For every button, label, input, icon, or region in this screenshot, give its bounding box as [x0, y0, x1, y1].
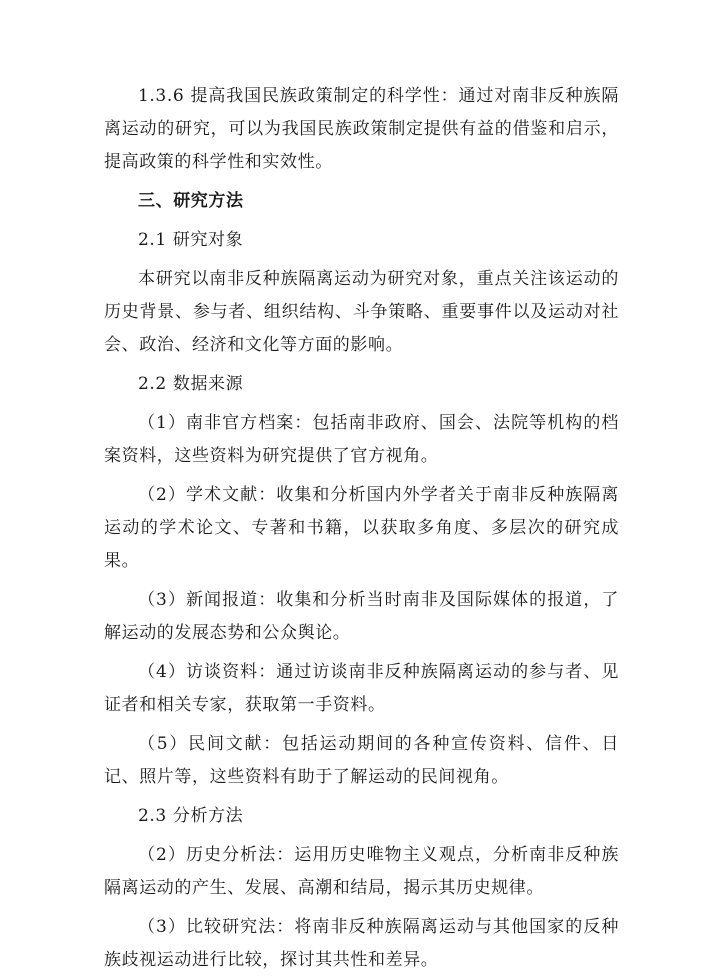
data-source-item-3: （3）新闻报道：收集和分析当时南非及国际媒体的报道，了解运动的发展态势和公众舆论。	[104, 590, 619, 643]
data-source-item-1: （1）南非官方档案：包括南非政府、国会、法院等机构的档案资料，这些资料为研究提供了官方视角。	[104, 413, 619, 466]
data-source-item-5: （5）民间文献：包括运动期间的各种宣传资料、信件、日记、照片等，这些资料有助于了解运动的民间视角。	[104, 734, 619, 787]
paragraph-research-object: 本研究以南非反种族隔离运动为研究对象，重点关注该运动的历史背景、参与者、组织结构、斗争策略、重要事件以及运动对社会、政治、经济和文化等方面的影响。	[104, 269, 619, 355]
subheading-2-2: 2.2 数据来源	[138, 374, 244, 394]
data-source-item-4: （4）访谈资料：通过访谈南非反种族隔离运动的参与者、见证者和相关专家，获取第一手资料。	[104, 662, 619, 715]
analysis-method-item-2: （2）历史分析法：运用历史唯物主义观点，分析南非反种族隔离运动的产生、发展、高潮和结局，揭示其历史规律。	[104, 845, 619, 898]
subheading-2-1: 2.1 研究对象	[138, 230, 244, 250]
section-heading-research-methods: 三、研究方法	[138, 191, 244, 211]
subheading-2-3: 2.3 分析方法	[138, 806, 244, 826]
analysis-method-item-3: （3）比较研究法：将南非反种族隔离运动与其他国家的反种族歧视运动进行比较，探讨其共性和差异。	[104, 917, 619, 970]
data-source-item-2: （2）学术文献：收集和分析国内外学者关于南非反种族隔离运动的学术论文、专著和书籍，以获取多角度、多层次的研究成果。	[104, 485, 619, 571]
document-page	[104, 80, 619, 977]
paragraph-1-3-6: 1.3.6 提高我国民族政策制定的科学性：通过对南非反种族隔离运动的研究，可以为我国民族政策制定提供有益的借鉴和启示，提高政策的科学性和实效性。	[104, 86, 619, 172]
